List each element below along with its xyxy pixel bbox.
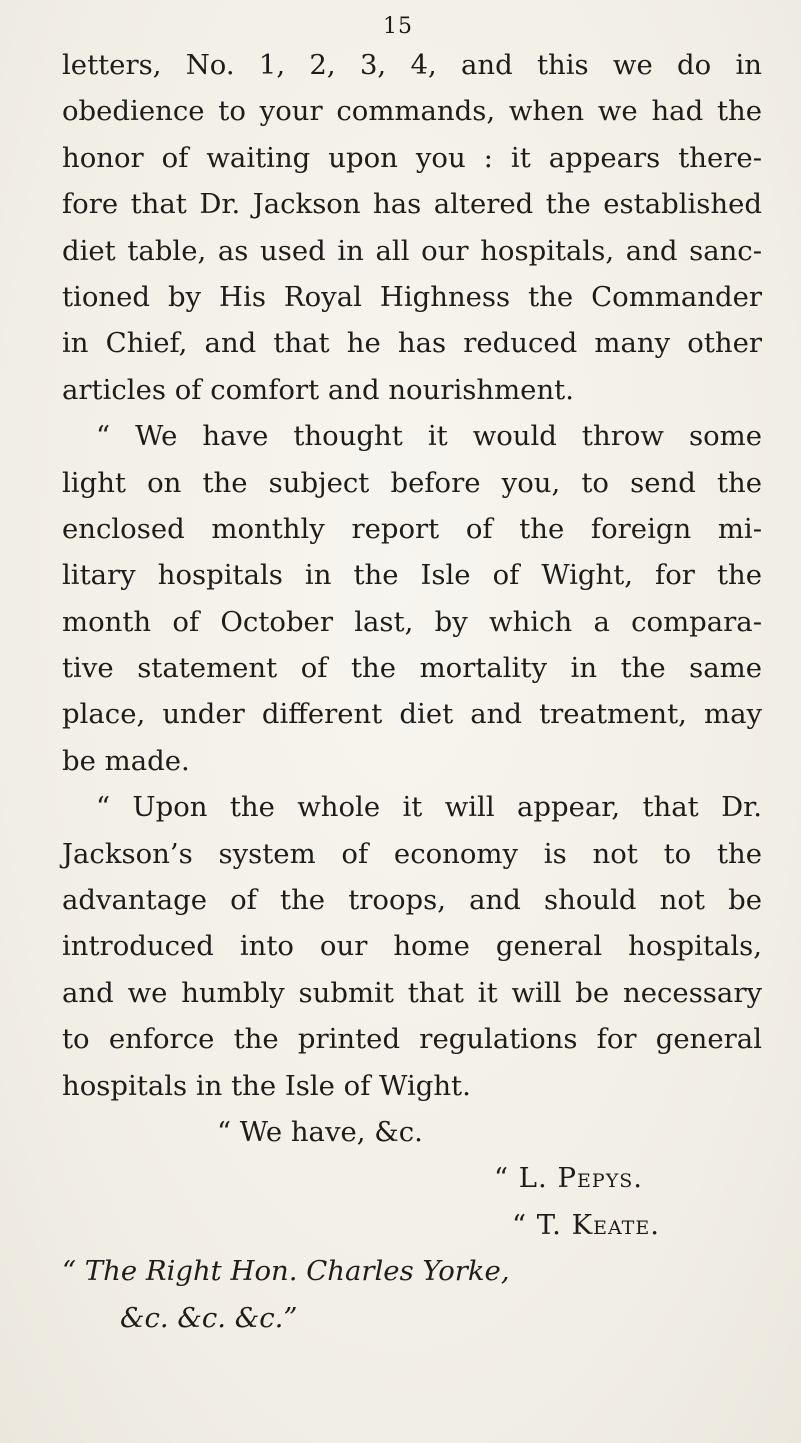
text-line: place, under different diet and treatment, may bbox=[62, 698, 762, 731]
text-line: “ Upon the whole it will appear, that Dr. bbox=[96, 791, 762, 824]
text-line: hospitals in the Isle of Wight. bbox=[62, 1069, 471, 1102]
text-line: honor of waiting upon you : it appears there- bbox=[62, 141, 762, 174]
signature-pepys: “ L. Pepys. bbox=[494, 1162, 644, 1195]
text-line: light on the subject before you, to send the bbox=[62, 466, 762, 499]
text-line: and we humbly submit that it will be necessary bbox=[62, 976, 762, 1009]
text-line: letters, No. 1, 2, 3, 4, and this we do in bbox=[62, 49, 762, 81]
text-line: articles of comfort and nourishment. bbox=[62, 373, 574, 406]
body-text bbox=[62, 42, 762, 1341]
text-line: in Chief, and that he has reduced many other bbox=[62, 327, 762, 360]
signature-keate: “ T. Keate. bbox=[512, 1208, 660, 1241]
text-line: advantage of the troops, and should not be bbox=[62, 884, 762, 917]
text-line: be made. bbox=[62, 744, 190, 777]
text-line: to enforce the printed regulations for general bbox=[62, 1023, 762, 1056]
text-line: month of October last, by which a compara- bbox=[62, 605, 762, 638]
text-line: tioned by His Royal Highness the Commander bbox=[62, 280, 762, 313]
text-line: enclosed monthly report of the foreign mi- bbox=[62, 512, 762, 545]
page-number: 15 bbox=[383, 14, 413, 39]
text-line: “ We have thought it would throw some bbox=[96, 420, 762, 453]
text-line: Jackson’s system of economy is not to the bbox=[62, 837, 762, 870]
addressee-etc: &c. &c. &c.” bbox=[120, 1301, 298, 1334]
text-line: fore that Dr. Jackson has altered the established bbox=[62, 188, 762, 221]
salutation: “ We have, &c. bbox=[217, 1115, 423, 1148]
text-line: obedience to your commands, when we had the bbox=[62, 95, 762, 128]
text-line: diet table, as used in all our hospitals, and sanc- bbox=[62, 234, 762, 267]
text-line: tive statement of the mortality in the same bbox=[62, 652, 762, 685]
text-line: litary hospitals in the Isle of Wight, for the bbox=[62, 559, 762, 592]
addressee: “ The Right Hon. Charles Yorke, bbox=[62, 1255, 510, 1288]
text-line: introduced into our home general hospitals, bbox=[62, 930, 762, 963]
